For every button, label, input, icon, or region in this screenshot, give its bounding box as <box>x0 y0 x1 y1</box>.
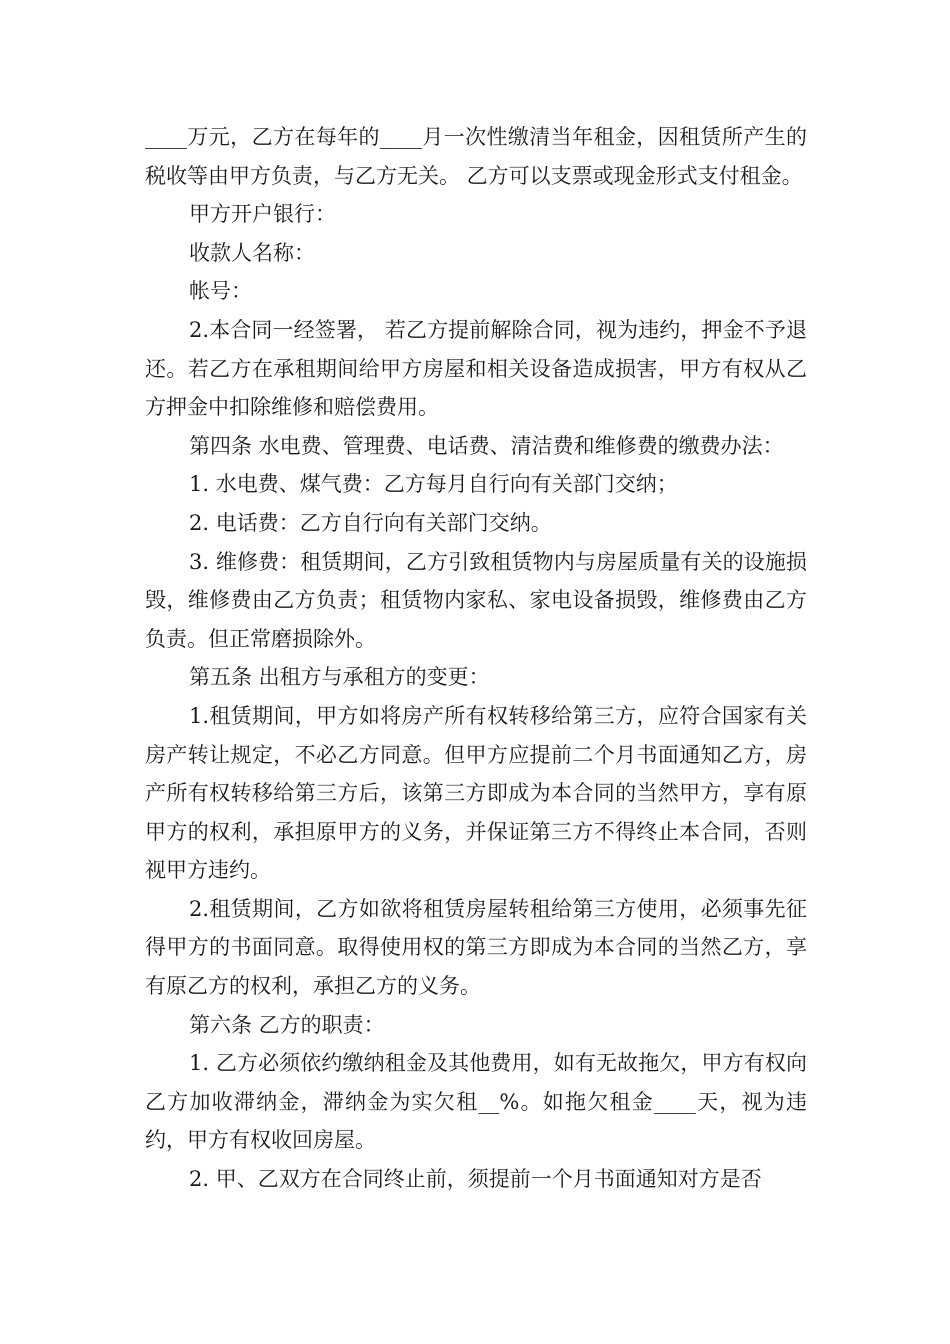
paragraph-sublease: 2.租赁期间，乙方如欲将租赁房屋转租给第三方使用，必须事先征得甲方的书面同意。取得使用权的第三方即成为本合同的当然乙方，享有原乙方的权利，承担乙方的义务。 <box>145 896 807 999</box>
paragraph-repair: 3. 维修费：租赁期间，乙方引致租赁物内与房屋质量有关的设施损毁，维修费由乙方负责；租赁物内家私、家电设备损毁，维修费由乙方负责。但正常磨损除外。 <box>145 549 807 651</box>
heading-article-4: 第四条 水电费、管理费、电话费、清洁费和维修费的缴费办法： <box>189 433 784 458</box>
heading-article-6: 第六条 乙方的职责： <box>189 1012 385 1037</box>
paragraph-ownership-transfer: 1.租赁期间，甲方如将房产所有权转移给第三方，应符合国家有关房产转让规定，不必乙方同意。但甲方应提前二个月书面通知乙方，房产所有权转移给第三方后，该第三方即成为本合同的当然甲方，享有原甲方的权利，承担原甲方的义务，并保证第三方不得终止本合同，否则视甲方违约。 <box>145 703 807 883</box>
paragraph-late-fee: 1. 乙方必须依约缴纳租金及其他费用，如有无故拖欠，甲方有权向乙方加收滞纳金，滞纳金为实欠租__%。如拖欠租金____天，视为违约，甲方有权收回房屋。 <box>145 1051 807 1153</box>
paragraph-phone: 2. 电话费：乙方自行向有关部门交纳。 <box>189 510 552 535</box>
paragraph-utilities: 1. 水电费、煤气费：乙方每月自行向有关部门交纳； <box>189 472 678 497</box>
paragraph-deposit: 2.本合同一经签署， 若乙方提前解除合同，视为违约，押金不予退还。若乙方在承租期间给甲方房屋和相关设备造成损害，甲方有权从乙方押金中扣除维修和赔偿费用。 <box>145 317 807 420</box>
paragraph-rent-payment: ____万元，乙方在每年的____月一次性缴清当年租金，因租赁所产生的税收等由甲方负责，与乙方无关。 乙方可以支票或现金形式支付租金。 <box>145 125 807 188</box>
paragraph-payee: 收款人名称： <box>189 240 315 265</box>
heading-article-5: 第五条 出租方与承租方的变更： <box>189 665 490 690</box>
paragraph-bank: 甲方开户银行： <box>189 202 336 227</box>
paragraph-termination-notice: 2. 甲、乙双方在合同终止前，须提前一个月书面通知对方是否 <box>189 1167 762 1192</box>
document-page <box>145 118 807 1199</box>
paragraph-account: 帐号： <box>189 279 252 304</box>
